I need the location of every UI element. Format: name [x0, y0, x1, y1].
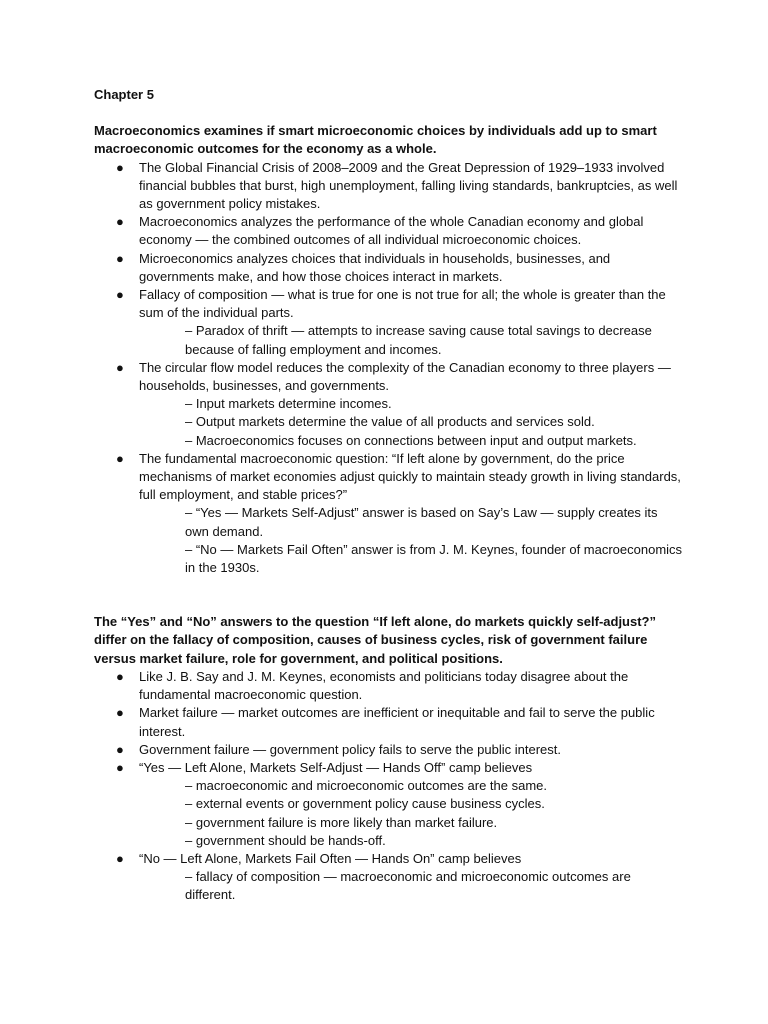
sub-list-item-text: – fallacy of composition — macroeconomic and microeconomic outcomes are different. — [185, 869, 631, 903]
list-item-text: Government failure — government policy fails to serve the public interest. — [139, 741, 561, 757]
document-body — [94, 86, 684, 905]
list-item — [94, 450, 684, 505]
list-item — [94, 850, 684, 868]
list-item — [94, 286, 684, 322]
list-item — [94, 741, 684, 759]
sub-list-item — [94, 832, 684, 850]
bullet-icon: ● — [116, 741, 124, 757]
sub-bullet-list — [94, 777, 684, 850]
sub-list-wrapper — [94, 395, 684, 450]
sub-list-item-text: – Output markets determine the value of all products and services sold. — [185, 414, 595, 430]
chapter-title: Chapter 5 — [94, 87, 154, 102]
sub-bullet-list — [94, 868, 684, 904]
list-item-text: The circular flow model reduces the complexity of the Canadian economy to three players — households, businesses, and governments. — [139, 359, 671, 394]
sub-bullet-list — [94, 322, 684, 358]
sub-list-item-text: – Macroeconomics focuses on connections between input and output markets. — [185, 432, 637, 448]
bullet-icon: ● — [116, 214, 124, 230]
sub-list-item-text: – macroeconomic and microeconomic outcomes are the same. — [185, 778, 547, 794]
sub-bullet-list — [94, 504, 684, 577]
bullet-icon: ● — [116, 287, 124, 303]
sub-list-wrapper — [94, 868, 684, 904]
sub-list-item-text: – external events or government policy cause business cycles. — [185, 796, 545, 812]
sub-list-item — [94, 395, 684, 413]
sub-list-wrapper — [94, 777, 684, 850]
list-item-text: Macroeconomics analyzes the performance of the whole Canadian economy and global economy — the combined outcomes of all individual microeconomic choices. — [139, 214, 644, 248]
list-item — [94, 359, 684, 395]
sub-list-item — [94, 795, 684, 813]
bullet-list — [94, 668, 684, 905]
bullet-icon: ● — [116, 159, 124, 175]
bullet-icon: ● — [116, 850, 124, 866]
list-item-text: “Yes — Left Alone, Markets Self-Adjust — Hands Off” camp believes — [139, 759, 533, 775]
sub-list-wrapper — [94, 322, 684, 358]
sub-list-item — [94, 322, 684, 358]
sub-list-item-text: – Input markets determine incomes. — [185, 396, 392, 412]
list-item-text: Like J. B. Say and J. M. Keynes, economists and politicians today disagree about the fundamental macroeconomic question. — [139, 668, 629, 703]
sub-bullet-list — [94, 395, 684, 450]
bullet-icon: ● — [116, 359, 124, 375]
sub-list-item-text: – Paradox of thrift — attempts to increase saving cause total savings to decrease because of falling employment and incomes. — [185, 323, 652, 357]
sub-list-item — [94, 413, 684, 431]
sub-list-item — [94, 504, 684, 540]
sub-list-item — [94, 868, 684, 904]
list-item — [94, 250, 684, 286]
sub-list-item — [94, 432, 684, 450]
section-heading: The “Yes” and “No” answers to the question “If left alone, do markets quickly self-adjust?” differ on the fallacy of composition, causes of business cycles, risk of government failure versus market failure, role for government, and political positions. — [94, 614, 657, 666]
bullet-icon: ● — [116, 705, 124, 721]
list-item-text: Market failure — market outcomes are inefficient or inequitable and fail to serve the public interest. — [139, 705, 655, 739]
list-item — [94, 759, 684, 777]
bullet-list — [94, 159, 684, 578]
list-item-text: Fallacy of composition — what is true for one is not true for all; the whole is greater than the sum of the individual parts. — [139, 287, 666, 321]
sub-list-item-text: – government failure is more likely than market failure. — [185, 814, 498, 830]
list-item-text: The Global Financial Crisis of 2008–2009 and the Great Depression of 1929–1933 involved financial bubbles that burst, high unemployment, falling living standards, bankruptcies, as well as government policy mistakes. — [139, 159, 678, 212]
sub-list-item — [94, 541, 684, 577]
list-item — [94, 159, 684, 214]
list-item — [94, 668, 684, 704]
sub-list-item-text: – government should be hands-off. — [185, 832, 386, 848]
bullet-icon: ● — [116, 450, 124, 466]
list-item-text: The fundamental macroeconomic question: “If left alone by government, do the price mechanisms of market economies adjust quickly to maintain steady growth in living standards, full employment, and stable prices?” — [139, 450, 681, 503]
bullet-icon: ● — [116, 668, 124, 684]
sub-list-wrapper — [94, 504, 684, 577]
bullet-icon: ● — [116, 759, 124, 775]
list-item-text: “No — Left Alone, Markets Fail Often — Hands On” camp believes — [139, 850, 522, 866]
list-item — [94, 213, 684, 249]
section-heading: Macroeconomics examines if smart microeconomic choices by individuals add up to smart macroeconomic outcomes for the economy as a whole. — [94, 123, 657, 157]
list-item — [94, 704, 684, 740]
sub-list-item-text: – “No — Markets Fail Often” answer is from J. M. Keynes, founder of macroeconomics in the 1930s. — [185, 541, 683, 576]
sub-list-item — [94, 814, 684, 832]
sub-list-item — [94, 777, 684, 795]
sub-list-item-text: – “Yes — Markets Self-Adjust” answer is based on Say’s Law — supply creates its own demand. — [185, 505, 658, 539]
list-item-text: Microeconomics analyzes choices that individuals in households, businesses, and governments make, and how those choices interact in markets. — [139, 250, 611, 284]
bullet-icon: ● — [116, 250, 124, 266]
